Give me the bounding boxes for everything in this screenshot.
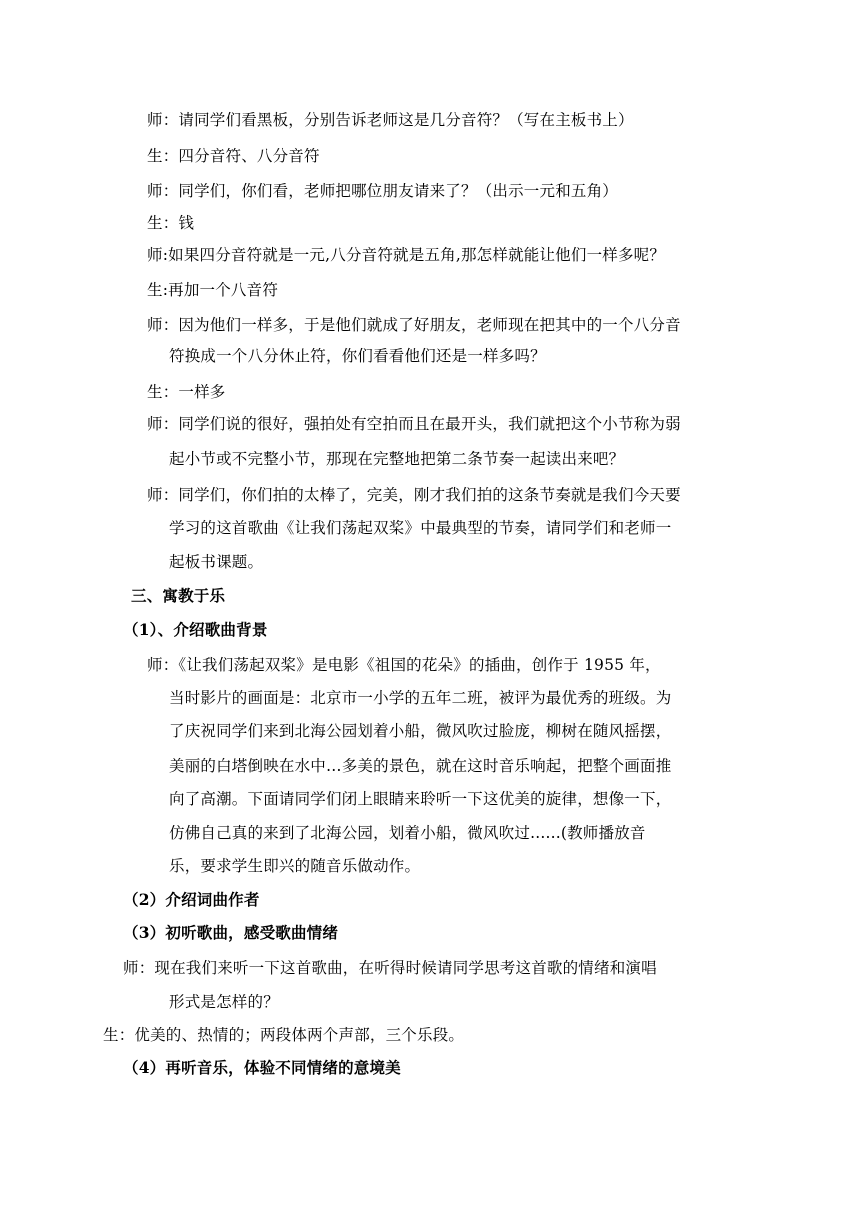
dialogue-line-continued: 向了高潮。下面请同学们闭上眼睛来聆听一下这优美的旋律，想像一下，: [169, 790, 672, 808]
dialogue-line-continued: 了庆祝同学们来到北海公园划着小船，微风吹过脸庞，柳树在随风摇摆，: [169, 722, 672, 740]
dialogue-line: 师：现在我们来听一下这首歌曲，在听得时候请同学思考这首歌的情绪和演唱: [123, 959, 657, 977]
dialogue-line: 生：一样多: [147, 383, 226, 401]
dialogue-line-continued: 当时影片的画面是：北京市一小学的五年二班，被评为最优秀的班级。为: [169, 689, 672, 707]
subsection-heading: （1）、介绍歌曲背景: [123, 620, 268, 639]
dialogue-line: 生：优美的、热情的；两段体两个声部，三个乐段。: [103, 1026, 465, 1044]
dialogue-line-continued: 符换成一个八分休止符，你们看看他们还是一样多吗？: [169, 347, 546, 365]
dialogue-line: 生：钱: [147, 214, 195, 232]
dialogue-line-continued: 学习的这首歌曲《让我们荡起双桨》中最典型的节奏，请同学们和老师一: [169, 519, 672, 537]
dialogue-line-continued: 起板书课题。: [169, 553, 264, 571]
subsection-heading: （2）介绍词曲作者: [123, 890, 260, 909]
subsection-heading: （4）再听音乐，体验不同情绪的意境美: [123, 1058, 401, 1077]
dialogue-line-continued: 乐，要求学生即兴的随音乐做动作。: [169, 857, 421, 875]
dialogue-line: 师:如果四分音符就是一元,八分音符就是五角,那怎样就能让他们一样多呢？: [147, 246, 666, 264]
subsection-heading: （3）初听歌曲，感受歌曲情绪: [123, 923, 339, 942]
dialogue-line-continued: 形式是怎样的？: [169, 993, 279, 1011]
dialogue-line-continued: 美丽的白塔倒映在水中…多美的景色，就在这时音乐响起，把整个画面推: [169, 757, 672, 775]
dialogue-line: 师：同学们，你们拍的太棒了，完美，刚才我们拍的这条节奏就是我们今天要: [147, 486, 681, 504]
dialogue-line-continued: 仿佛自己真的来到了北海公园，划着小船，微风吹过......(教师播放音: [169, 824, 646, 842]
dialogue-line: 生：四分音符、八分音符: [147, 147, 320, 165]
dialogue-line: 生:再加一个八音符: [147, 281, 279, 299]
dialogue-line: 师：同学们，你们看，老师把哪位朋友请来了？（出示一元和五角）: [147, 182, 619, 200]
dialogue-line-continued: 起小节或不完整小节，那现在完整地把第二条节奏一起读出来吧？: [169, 450, 625, 468]
dialogue-line: 师：因为他们一样多，于是他们就成了好朋友，老师现在把其中的一个八分音: [147, 316, 681, 334]
dialogue-line: 师：请同学们看黑板，分别告诉老师这是几分音符？（写在主板书上）: [147, 111, 634, 129]
section-heading: 三、寓教于乐: [131, 586, 226, 605]
dialogue-line: 师：同学们说的很好，强拍处有空拍而且在最开头，我们就把这个小节称为弱: [147, 415, 681, 433]
dialogue-line: 师：《让我们荡起双桨》是电影《祖国的花朵》的插曲，创作于 1955 年，: [147, 656, 661, 674]
